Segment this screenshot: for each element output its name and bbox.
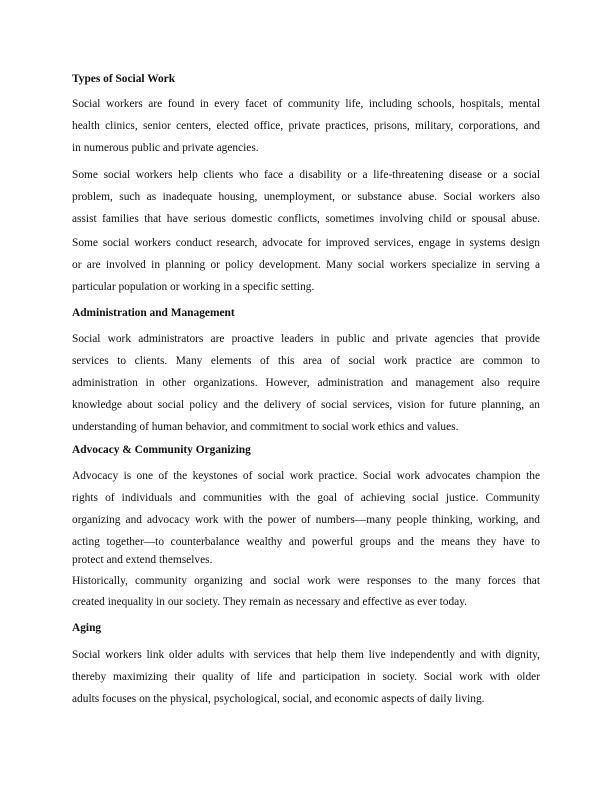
paragraph-line: problem, such as inadequate housing, unemployment, or substance abuse. Social workers also	[72, 191, 540, 203]
paragraph-line: or are involved in planning or policy development. Many social workers specialize in serving a	[72, 259, 540, 271]
paragraph-line: Advocacy is one of the keystones of social work practice. Social work advocates champion the	[72, 470, 540, 482]
paragraph-line: rights of individuals and communities with the goal of achieving social justice. Community	[72, 492, 540, 504]
paragraph-line: services to clients. Many elements of this area of social work practice are common to	[72, 355, 540, 367]
paragraph-line: Some social workers conduct research, advocate for improved services, engage in systems design	[72, 237, 540, 249]
paragraph-line: protect and extend themselves.	[72, 554, 213, 566]
paragraph-line: organizing and advocacy work with the power of numbers—many people thinking, working, and	[72, 514, 540, 526]
paragraph-line: Social work administrators are proactive leaders in public and private agencies that provide	[72, 333, 540, 345]
section-heading-aging: Aging	[72, 622, 102, 634]
paragraph-line: assist families that have serious domestic conflicts, sometimes involving child or spousal abuse.	[72, 213, 540, 225]
paragraph-line: thereby maximizing their quality of life and participation in society. Social work with older	[72, 671, 540, 683]
paragraph-line: Social workers link older adults with services that help them live independently and with dignity,	[72, 649, 540, 661]
paragraph-line: health clinics, senior centers, elected office, private practices, prisons, military, corporations, and	[72, 120, 540, 132]
paragraph-line: adults focuses on the physical, psychological, social, and economic aspects of daily living.	[72, 693, 485, 705]
paragraph-line: particular population or working in a specific setting.	[72, 281, 315, 293]
paragraph-line: Some social workers help clients who face a disability or a life-threatening disease or a social	[72, 169, 540, 181]
paragraph-line: understanding of human behavior, and commitment to social work ethics and values.	[72, 421, 459, 433]
section-heading-advocacy: Advocacy & Community Organizing	[72, 444, 251, 456]
section-heading-types: Types of Social Work	[72, 73, 176, 85]
paragraph-line: knowledge about social policy and the delivery of social services, vision for future planning, an	[72, 399, 540, 411]
paragraph-line: Historically, community organizing and social work were responses to the many forces that	[72, 575, 540, 587]
paragraph-line: in numerous public and private agencies.	[72, 142, 259, 154]
section-heading-administration: Administration and Management	[72, 307, 235, 319]
paragraph-line: administration in other organizations. However, administration and management also require	[72, 377, 540, 389]
paragraph-line: created inequality in our society. They remain as necessary and effective as ever today.	[72, 596, 468, 608]
paragraph-line: acting together—to counterbalance wealthy and powerful groups and the means they have to	[72, 536, 540, 548]
paragraph-line: Social workers are found in every facet of community life, including schools, hospitals, mental	[72, 98, 540, 110]
